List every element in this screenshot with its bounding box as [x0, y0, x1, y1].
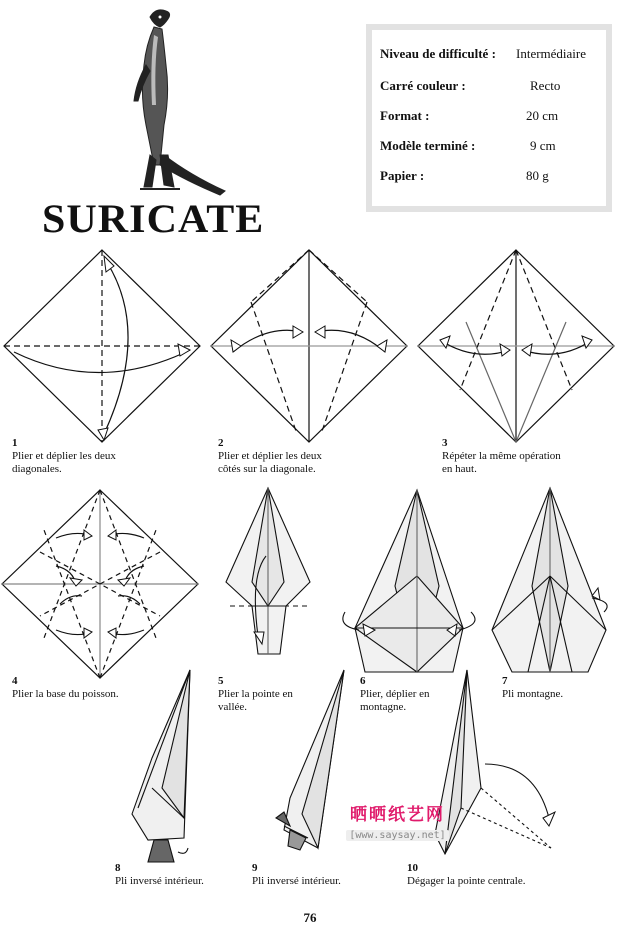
step-text-line: Plier la pointe en [218, 688, 293, 700]
step-number: 8 [115, 862, 121, 874]
meerkat-illustration [120, 5, 235, 200]
step-number: 7 [502, 675, 508, 687]
step-9-caption [252, 862, 341, 888]
info-row-color [380, 78, 561, 94]
info-row-format [380, 108, 559, 124]
step-text-line: vallée. [218, 701, 248, 713]
step-2-caption [218, 437, 322, 476]
step-text-line: montagne. [360, 701, 407, 713]
step-number: 3 [442, 437, 448, 449]
step-text-line: en haut. [442, 463, 477, 475]
diagram-step-4 [0, 486, 205, 682]
step-8-caption [115, 862, 204, 888]
info-label: Format : [380, 108, 430, 123]
step-number: 5 [218, 675, 224, 687]
step-text-line: Plier et déplier les deux [12, 450, 116, 462]
step-text-line: Plier, déplier en [360, 688, 430, 700]
info-label: Modèle terminé : [380, 138, 476, 153]
step-number: 10 [407, 862, 418, 874]
step-text-line: Plier et déplier les deux [218, 450, 322, 462]
watermark-url: [www.saysay.net] [346, 830, 448, 841]
diagram-step-5 [220, 486, 320, 682]
step-text-line: diagonales. [12, 463, 62, 475]
info-value: Intermédiaire [516, 46, 587, 61]
info-box [366, 24, 612, 212]
info-row-paper [380, 168, 549, 184]
info-value: 9 cm [530, 138, 556, 153]
diagram-step-2 [207, 244, 412, 444]
step-1-caption [12, 437, 116, 476]
diagram-step-6 [335, 486, 485, 682]
watermark-logo-text: 晒晒纸艺网 [350, 805, 445, 825]
info-value: Recto [530, 78, 561, 93]
step-number: 9 [252, 862, 258, 874]
diagram-step-7 [488, 486, 618, 682]
step-number: 1 [12, 437, 18, 449]
watermark [336, 800, 459, 843]
info-label: Papier : [380, 168, 425, 183]
info-label: Niveau de difficulté : [380, 46, 496, 61]
step-text-line: Plier la base du poisson. [12, 688, 119, 700]
step-text-line: Pli montagne. [502, 688, 564, 700]
step-3-caption [442, 437, 561, 476]
page-number: 76 [303, 910, 317, 925]
info-row-finished [380, 138, 556, 154]
info-value: 20 cm [526, 108, 559, 123]
diagram-step-1 [0, 244, 205, 444]
step-4-caption [12, 675, 119, 701]
step-text-line: Répéter la même opération [442, 450, 561, 462]
step-text-line: côtés sur la diagonale. [218, 463, 316, 475]
step-number: 2 [218, 437, 224, 449]
model-title: SURICATE [42, 196, 265, 241]
step-text-line: Pli inversé intérieur. [252, 875, 341, 887]
step-number: 6 [360, 675, 366, 687]
step-10-caption [407, 862, 526, 888]
diagram-step-8 [128, 668, 208, 868]
diagram-step-3 [414, 244, 619, 444]
step-text-line: Pli inversé intérieur. [115, 875, 204, 887]
step-text-line: Dégager la pointe centrale. [407, 875, 526, 887]
info-value: 80 g [526, 168, 549, 183]
info-label: Carré couleur : [380, 78, 466, 93]
info-row-difficulty [380, 46, 587, 62]
step-number: 4 [12, 675, 18, 687]
